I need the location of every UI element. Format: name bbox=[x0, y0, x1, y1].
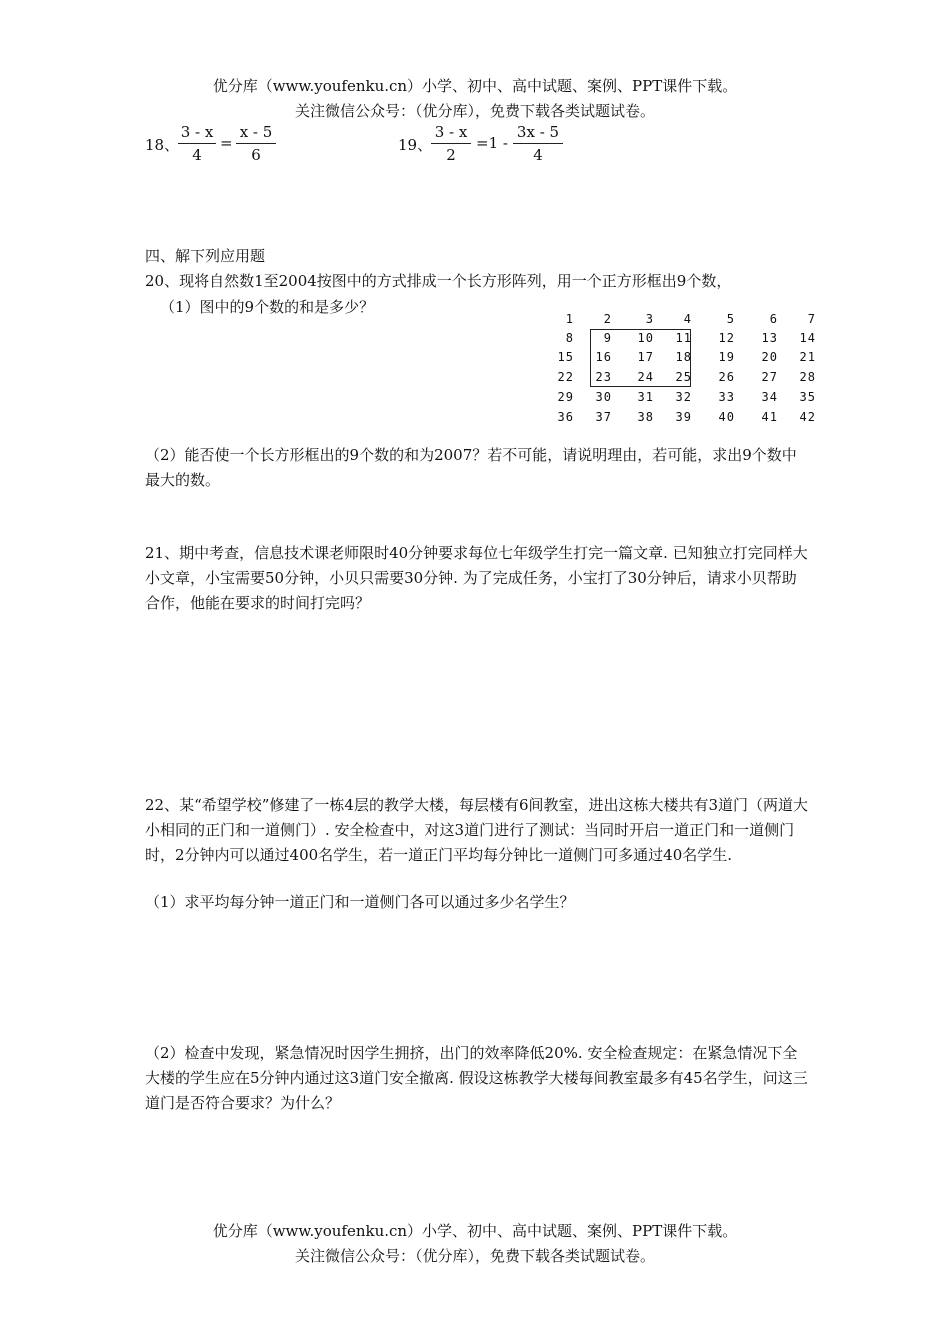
grid-cell: 7 bbox=[807, 312, 816, 326]
grid-cell: 1 bbox=[565, 312, 574, 326]
grid-cell: 41 bbox=[761, 410, 778, 424]
grid-cell: 33 bbox=[718, 390, 735, 404]
grid-cell: 27 bbox=[761, 370, 778, 384]
grid-cell: 12 bbox=[718, 331, 735, 345]
fraction-denominator: 2 bbox=[446, 146, 456, 164]
grid-cell: 11 bbox=[675, 331, 692, 345]
grid-cell: 3 bbox=[645, 312, 654, 326]
fraction-denominator: 4 bbox=[533, 146, 543, 164]
fraction-denominator: 4 bbox=[192, 146, 202, 164]
grid-cell: 35 bbox=[799, 390, 816, 404]
grid-cell: 31 bbox=[637, 390, 654, 404]
grid-cell: 20 bbox=[761, 350, 778, 364]
question-20-intro: 20、现将自然数1至2004按图中的方式排成一个长方形阵列，用一个正方形框出9个数， bbox=[145, 272, 732, 290]
equals-sign: = bbox=[220, 134, 233, 152]
fraction-numerator: 3 - x bbox=[180, 123, 214, 141]
grid-cell: 29 bbox=[557, 390, 574, 404]
header-line-2: 关注微信公众号：（优分库），免费下载各类试题试卷。 bbox=[294, 102, 655, 120]
grid-cell: 39 bbox=[675, 410, 692, 424]
question-22-part-1: （1）求平均每分钟一道正门和一道侧门各可以通过多少名学生？ bbox=[145, 893, 575, 911]
grid-cell: 13 bbox=[761, 331, 778, 345]
grid-cell: 34 bbox=[761, 390, 778, 404]
grid-cell: 14 bbox=[799, 331, 816, 345]
question-21: 21、期中考查，信息技术课老师限时40分钟要求每位七年级学生打完一篇文章. 已知独立打完同样大小文章，小宝需要50分钟，小贝只需要30分钟. 为了完成任务，小宝打了30分钟后，请求小贝帮助合作，他能在要求的时间打完吗？ bbox=[145, 544, 808, 612]
grid-cell: 21 bbox=[799, 350, 816, 364]
fraction-numerator: x - 5 bbox=[239, 123, 273, 141]
grid-cell: 5 bbox=[726, 312, 735, 326]
grid-cell: 42 bbox=[799, 410, 816, 424]
equation-18-right-fraction bbox=[236, 121, 276, 166]
fraction-numerator: 3 - x bbox=[434, 123, 468, 141]
fraction-numerator: 3x - 5 bbox=[516, 123, 560, 141]
question-22-intro: 22、某“希望学校”修建了一栋4层的教学大楼，每层楼有6间教室，进出这栋大楼共有3道门（两道大小相同的正门和一道侧门）. 安全检查中，对这3道门进行了测试：当同时开启一道正门和一道侧门时，2分钟内可以通过400名学生，若一道正门平均每分钟比一道侧门可多通过40名学生. bbox=[145, 796, 809, 864]
grid-cell: 4 bbox=[683, 312, 692, 326]
section-title: 四、解下列应用题 bbox=[145, 247, 266, 265]
grid-cell: 22 bbox=[557, 370, 574, 384]
grid-cell: 30 bbox=[595, 390, 612, 404]
grid-cell: 40 bbox=[718, 410, 735, 424]
question-22-part-2: （2）检查中发现，紧急情况时因学生拥挤，出门的效率降低20%. 安全检查规定：在紧急情况下全大楼的学生应在5分钟内通过这3道门安全撤离. 假设这栋教学大楼每间教室最多有45名学生，问这三道门是否符合要求？为什么？ bbox=[145, 1044, 808, 1112]
equation-19-left-fraction bbox=[431, 121, 471, 166]
grid-cell: 19 bbox=[718, 350, 735, 364]
grid-cell: 6 bbox=[769, 312, 778, 326]
grid-cell: 10 bbox=[637, 331, 654, 345]
footer-line-1: 优分库（www.youfenku.cn）小学、初中、高中试题、案例、PPT课件下载。 bbox=[212, 1222, 738, 1240]
grid-cell: 28 bbox=[799, 370, 816, 384]
equation-19-middle: =1 - bbox=[476, 134, 508, 152]
grid-cell: 26 bbox=[718, 370, 735, 384]
equation-19-right-fraction bbox=[513, 121, 563, 166]
question-20-part-1: （1）图中的9个数的和是多少？ bbox=[160, 298, 375, 316]
grid-cell: 16 bbox=[595, 350, 612, 364]
fraction-denominator: 6 bbox=[251, 146, 261, 164]
question-20-part-2: （2）能否使一个长方形框出的9个数的和为2007？若不可能，请说明理由，若可能，求出9个数中最大的数。 bbox=[145, 446, 797, 489]
grid-cell: 25 bbox=[675, 370, 692, 384]
grid-cell: 15 bbox=[557, 350, 574, 364]
equation-18-label: 18、 bbox=[145, 136, 180, 154]
footer-line-2: 关注微信公众号：（优分库），免费下载各类试题试卷。 bbox=[294, 1247, 655, 1265]
grid-cell: 17 bbox=[637, 350, 654, 364]
grid-cell: 8 bbox=[565, 331, 574, 345]
equation-18-left-fraction bbox=[178, 121, 216, 166]
equation-19-label: 19、 bbox=[398, 136, 433, 154]
header-line-1: 优分库（www.youfenku.cn）小学、初中、高中试题、案例、PPT课件下载。 bbox=[212, 77, 738, 95]
grid-cell: 9 bbox=[603, 331, 612, 345]
grid-cell: 2 bbox=[603, 312, 612, 326]
grid-cell: 36 bbox=[557, 410, 574, 424]
grid-cell: 18 bbox=[675, 350, 692, 364]
grid-cell: 37 bbox=[595, 410, 612, 424]
grid-cell: 38 bbox=[637, 410, 654, 424]
grid-cell: 32 bbox=[675, 390, 692, 404]
grid-cell: 24 bbox=[637, 370, 654, 384]
grid-cell: 23 bbox=[595, 370, 612, 384]
